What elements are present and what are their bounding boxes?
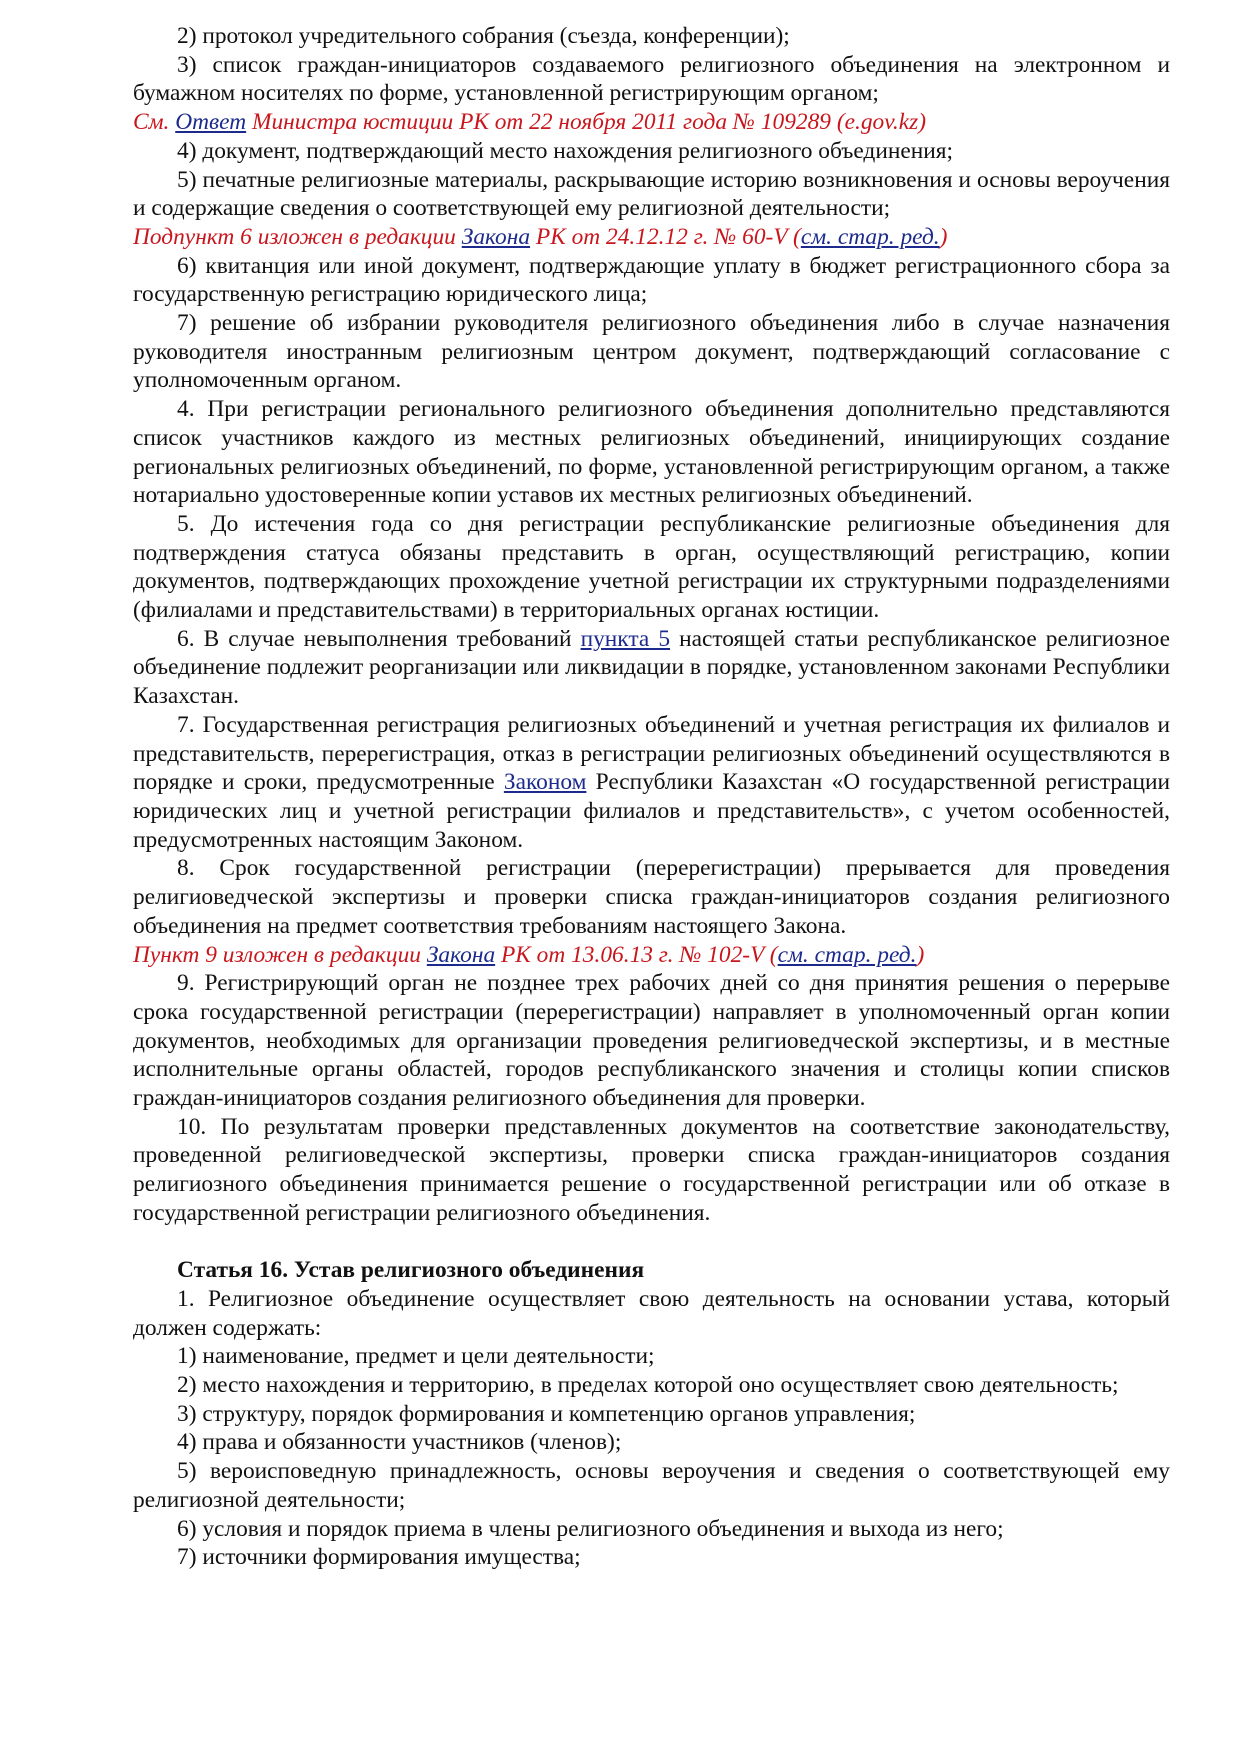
clause-text: Республики Казахстан «О государственной регистрации юридических лиц и учетной регистрации филиалов и представительств», с учетом особенностей, предусмотренных настоящим Законом. <box>133 769 1171 853</box>
note-prefix: Пункт 9 изложен в редакции <box>133 941 427 968</box>
charter-item-1: 1) наименование, предмет и цели деятельности; <box>177 1343 655 1370</box>
law-link[interactable]: Законом <box>503 769 587 796</box>
note-prefix: Подпункт 6 изложен в редакции <box>133 223 462 250</box>
note-suffix: ) <box>939 223 948 250</box>
note-prefix: См. <box>133 109 176 136</box>
answer-link[interactable]: Ответ <box>175 109 247 136</box>
old-edition-link[interactable]: см. стар. ред. <box>800 223 940 250</box>
clause-6-noncompliance <box>133 625 1170 711</box>
charter-item-4: 4) права и обязанности участников (членов); <box>177 1429 622 1456</box>
clause-5-link[interactable]: пункта 5 <box>580 625 671 652</box>
note-text: РК от 13.06.13 г. № 102-V ( <box>495 941 778 968</box>
clause-text: 7. Государственная регистрация религиозных объединений и учетная регистрация их филиалов и представительств, перерегистрация, отказ в регистрации религиозных объединений осуществляются в порядке и сроки, предусмотренные <box>133 711 1170 796</box>
clause-5-republican-status: 5. До истечения года со дня регистрации республиканские религиозные объединения для подтверждения статуса обязаны представить в орган, осуществляющий регистрацию, копии документов, подтверждающих прохождение учетной регистрации их структурными подразделениями (филиалами и представительствами) в территориальных органах юстиции. <box>133 510 1170 624</box>
law-link[interactable]: Закона <box>461 223 531 250</box>
charter-item-5: 5) вероисповедную принадлежность, основы вероучения и сведения о соответствующей ему религиозной деятельности; <box>133 1458 1170 1513</box>
old-edition-link[interactable]: см. стар. ред. <box>777 941 917 968</box>
editorial-note-subitem-6 <box>133 223 1170 252</box>
clause-4-regional-registration: 4. При регистрации регионального религиозного объединения дополнительно представляются список участников каждого из местных религиозных объединений, инициирующих создание региональных религиозных объединений, по форме, установленной регистрирующим органом, а также нотариально удостоверенные копии уставов их местных религиозных объединений. <box>133 396 1170 509</box>
charter-item-7: 7) источники формирования имущества; <box>177 1544 581 1571</box>
clause-7-state-registration <box>133 711 1170 855</box>
document-page <box>133 22 1170 1572</box>
editorial-note-clause-9 <box>133 941 1170 970</box>
article-16-clause-1: 1. Религиозное объединение осуществляет свою деятельность на основании устава, который должен содержать: <box>133 1285 1170 1341</box>
note-text: РК от 24.12.12 г. № 60-V ( <box>530 223 801 250</box>
editorial-note-minister-answer <box>133 108 1170 137</box>
charter-item-2: 2) место нахождения и территорию, в пределах которой оно осуществляет свою деятельность; <box>177 1372 1119 1399</box>
clause-text: настоящей статьи республиканское религиозное объединение подлежит реорганизации или ликвидации в порядке, установленном законами Республики Казахстан. <box>133 625 1170 710</box>
charter-item-6: 6) условия и порядок приема в члены религиозного объединения и выхода из него; <box>177 1515 1004 1542</box>
subitem-7-leader-decision: 7) решение об избрании руководителя религиозного объединения либо в случае назначения руководителя иностранным религиозным центром документ, подтверждающий согласование с уполномоченным органом. <box>133 310 1170 394</box>
subitem-4-location-document: 4) документ, подтверждающий место нахождения религиозного объединения; <box>177 137 954 164</box>
note-suffix: ) <box>916 941 925 968</box>
law-link[interactable]: Закона <box>426 941 496 968</box>
subitem-6-receipt: 6) квитанция или иной документ, подтверждающие уплату в бюджет регистрационного сбора за государственную регистрацию юридического лица; <box>133 252 1170 308</box>
subitem-5-printed-materials: 5) печатные религиозные материалы, раскрывающие историю возникновения и основы вероучения и содержащие сведения о соответствующей ему религиозной деятельности; <box>133 166 1170 222</box>
clause-text: 6. В случае невыполнения требований <box>177 625 581 652</box>
subitem-2-protocol: 2) протокол учредительного собрания (съезда, конференции); <box>177 23 790 49</box>
article-16-heading: Статья 16. Устав религиозного объединения <box>177 1257 645 1284</box>
clause-9-registering-body: 9. Регистрирующий орган не позднее трех рабочих дней со дня принятия решения о перерыве срока государственной регистрации (перерегистрации) направляет в уполномоченный орган копии документов, необходимых для организации проведения религиоведческой экспертизы, и в местные исполнительные органы областей, городов республиканского значения и столицы копии списков граждан-инициаторов создания религиозного объединения для проверки. <box>133 970 1170 1112</box>
subitem-3-initiators-list: 3) список граждан-инициаторов создаваемого религиозного объединения на электронном и бумажном носителях по форме, установленной регистрирующим органом; <box>133 51 1170 107</box>
charter-item-3: 3) структуру, порядок формирования и компетенцию органов управления; <box>177 1400 916 1427</box>
clause-8-registration-term: 8. Срок государственной регистрации (перерегистрации) прерывается для проведения религиоведческой экспертизы и проверки списка граждан-инициаторов создания религиозного объединения на предмет соответствия требованиям настоящего Закона. <box>133 855 1170 939</box>
note-text: Министра юстиции РК от 22 ноября 2011 года № 109289 (e.gov.kz) <box>246 109 927 136</box>
clause-10-verification-results: 10. По результатам проверки представленных документов на соответствие законодательству, проведенной религиоведческой экспертизы, проверки списка граждан-инициаторов создания религиозного объединения принимается решение о государственной регистрации или об отказе в государственной регистрации религиозного объединения. <box>133 1113 1170 1226</box>
